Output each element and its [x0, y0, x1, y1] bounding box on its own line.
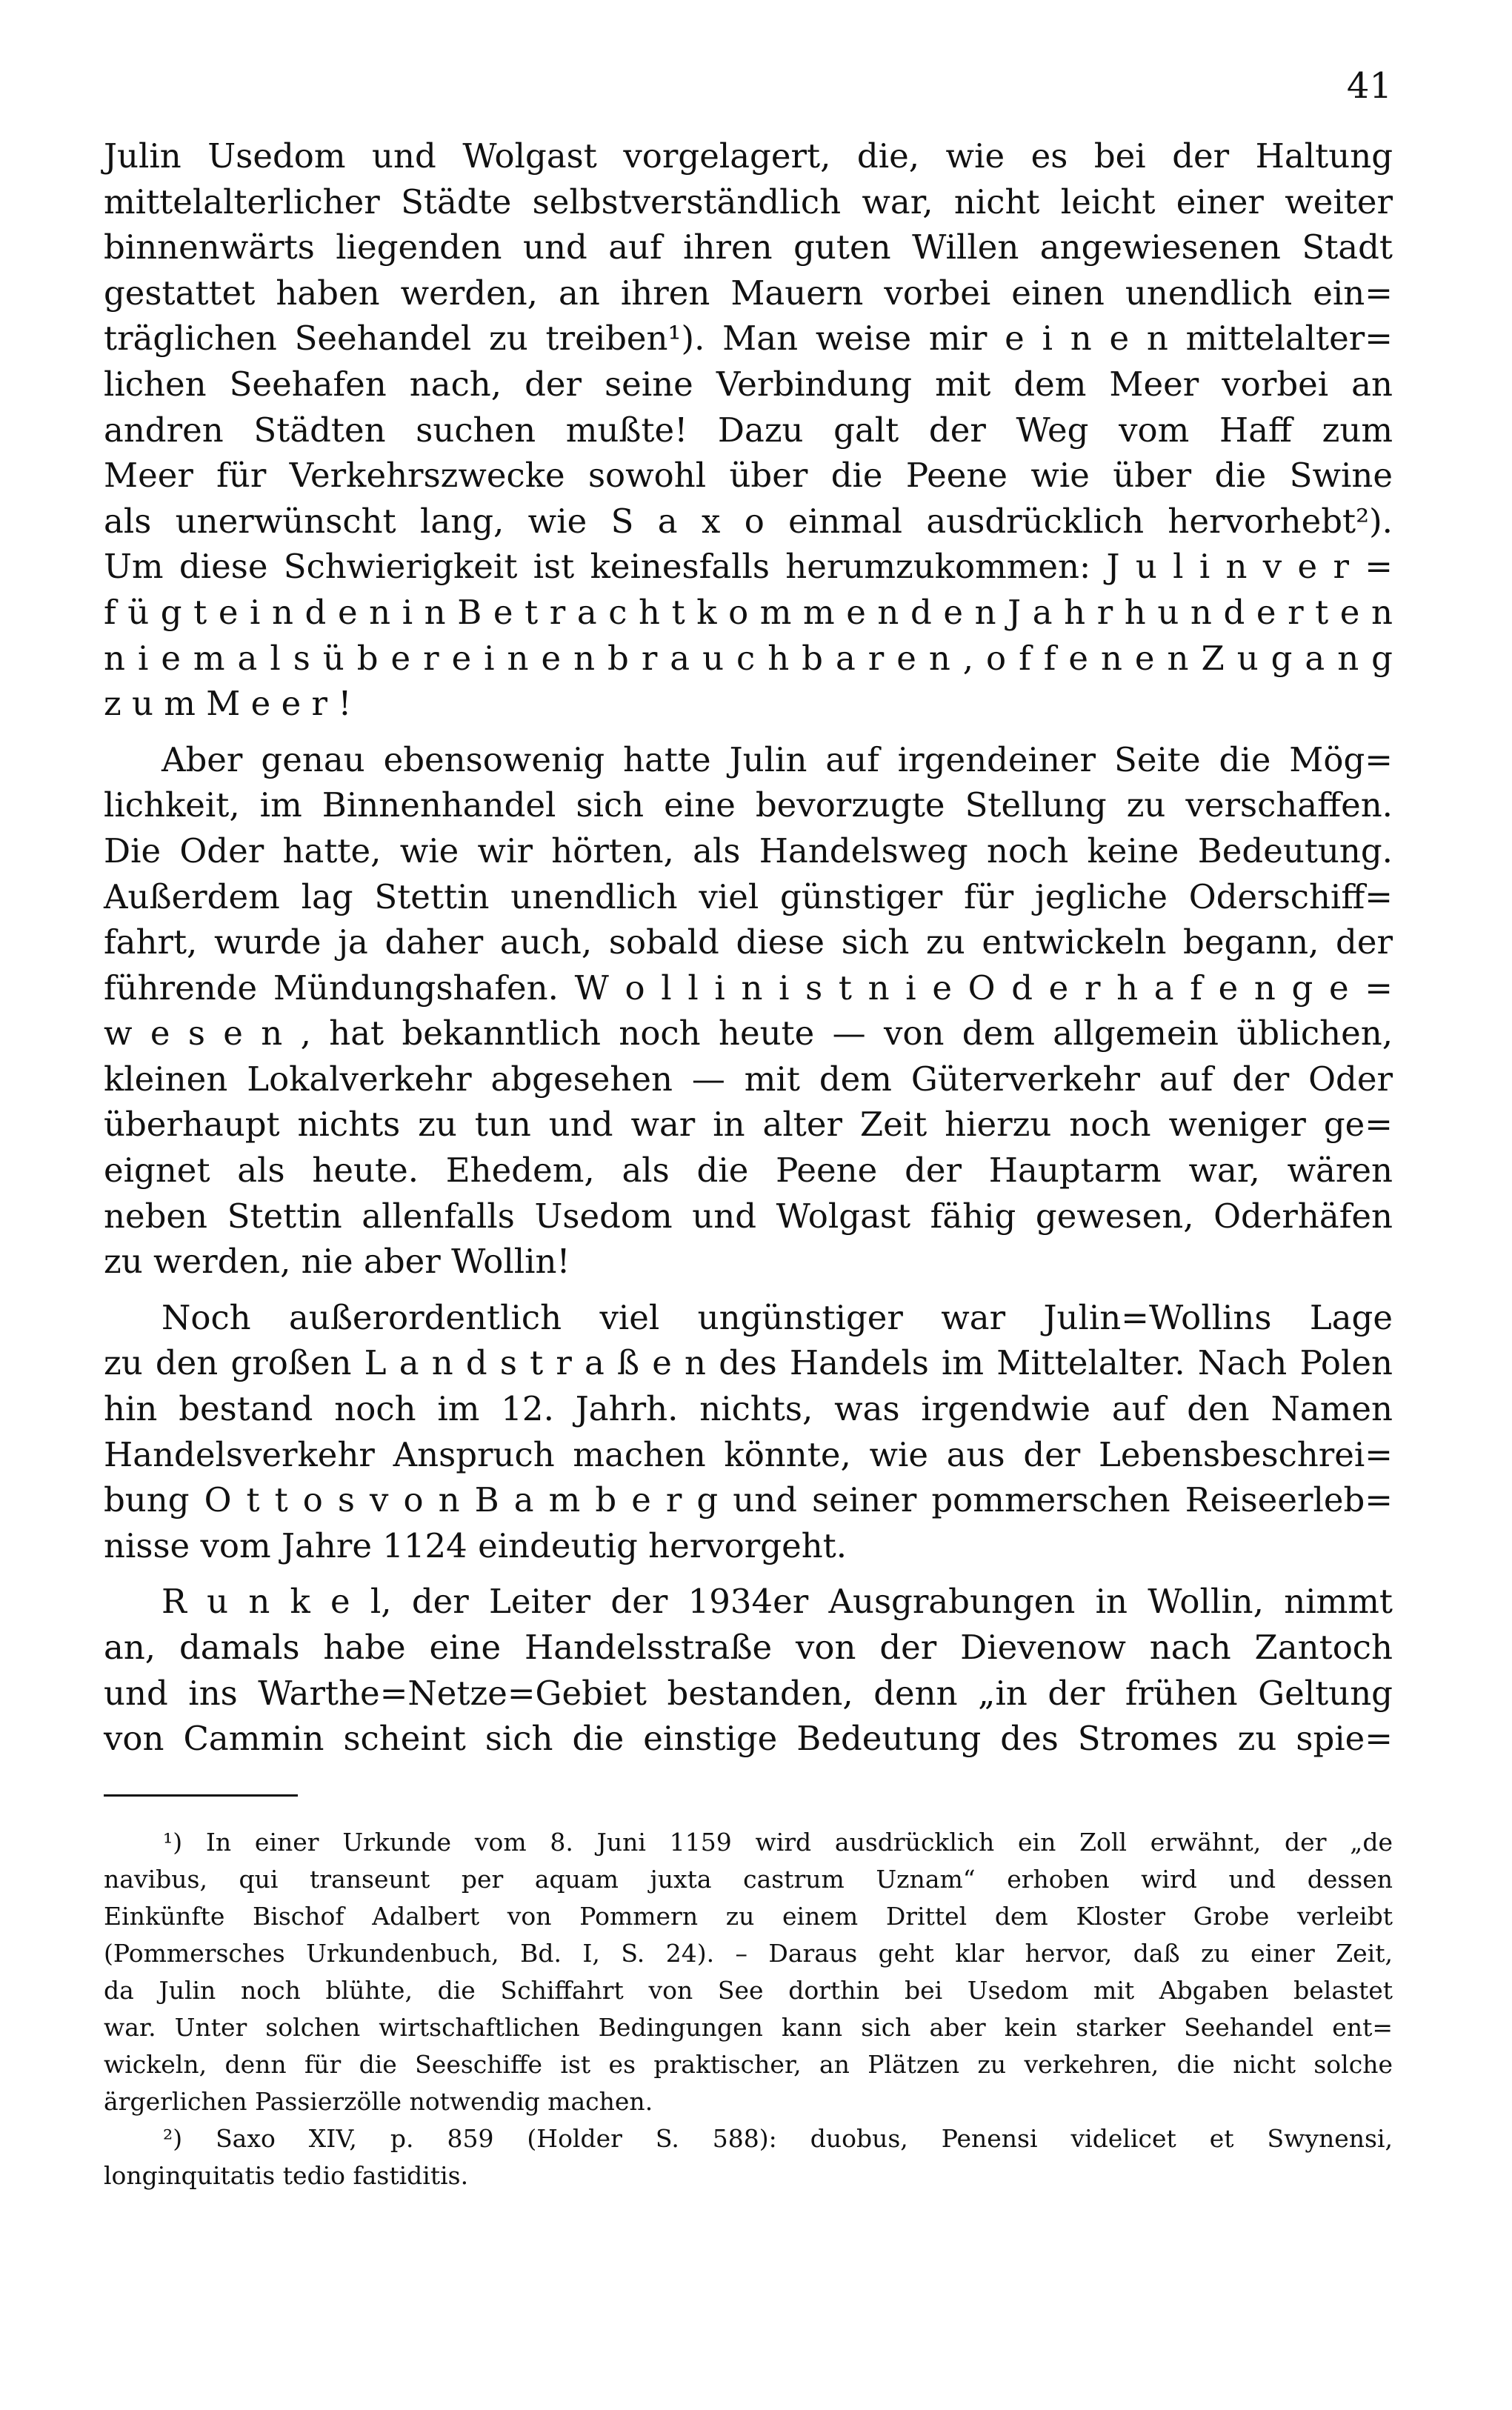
text-line: bung O t t o s v o n B a m b e r g und seiner pommerschen Reiseerleb= [104, 1480, 1393, 1520]
text-line: n i e m a l s ü b e r e i n e n b r a u c h b a r e n , o f f e n e n Z u g a n g [104, 638, 1393, 678]
text-line: gestattet haben werden, an ihren Mauern vorbei einen unendlich ein= [104, 273, 1393, 313]
text-line: hin bestand noch im 12. Jahrh. nichts, was irgendwie auf den Namen [104, 1389, 1393, 1429]
text-line: z u m M e e r ! [104, 684, 352, 724]
footnote-line: da Julin noch blühte, die Schiffahrt von See dorthin bei Usedom mit Abgaben belastet [104, 1976, 1393, 2005]
footnote-line: war. Unter solchen wirtschaftlichen Bedingungen kann sich aber kein starker Seehandel ent= [104, 2013, 1393, 2042]
text-line: überhaupt nichts zu tun und war in alter Zeit hierzu noch weniger ge= [104, 1105, 1393, 1145]
text-line: Die Oder hatte, wie wir hörten, als Handelsweg noch keine Bedeutung. [104, 830, 1393, 871]
text-line: führende Mündungshafen. W o l l i n i s t n i e O d e r h a f e n g e = [104, 968, 1393, 1008]
text-line: an, damals habe eine Handelsstraße von der Dievenow nach Zantoch [104, 1628, 1393, 1667]
page-number: 41 [1346, 65, 1392, 107]
footnote-line: longinquitatis tedio fastiditis. [104, 2161, 469, 2190]
text-line: fahrt, wurde ja daher auch, sobald diese sich zu entwickeln begann, der [104, 922, 1393, 962]
text-line: als unerwünscht lang, wie S a x o einmal ausdrücklich hervorhebt²). [104, 501, 1393, 541]
footnote-line: ²) Saxo XIV, p. 859 (Holder S. 588): duobus, Penensi videlicet et Swynensi, [163, 2124, 1393, 2153]
text-line: Aber genau ebensowenig hatte Julin auf irgendeiner Seite die Mög= [161, 739, 1393, 779]
footnote-divider [104, 1794, 298, 1797]
text-line: Meer für Verkehrszwecke sowohl über die Peene wie über die Swine [104, 456, 1393, 496]
text-line: von Cammin scheint sich die einstige Bedeutung des Stromes zu spie= [104, 1719, 1393, 1759]
text-line: eignet als heute. Ehedem, als die Peene der Hauptarm war, wären [104, 1151, 1393, 1191]
text-line: w e s e n , hat bekanntlich noch heute — von dem allgemein üblichen, [104, 1013, 1393, 1053]
text-line: zu werden, nie aber Wollin! [104, 1242, 570, 1282]
main-text [104, 133, 1393, 1762]
footnote-line: ¹) In einer Urkunde vom 8. Juni 1159 wird ausdrücklich ein Zoll erwähnt, der „de [163, 1828, 1393, 1857]
text-line: Handelsverkehr Anspruch machen könnte, wie aus der Lebensbeschrei= [104, 1434, 1393, 1474]
footnotes [104, 1824, 1393, 2194]
footnote-line: wickeln, denn für die Seeschiffe ist es praktischer, an Plätzen zu verkehren, die nicht solche [104, 2050, 1393, 2079]
text-line: zu den großen L a n d s t r a ß e n des Handels im Mittelalter. Nach Polen [104, 1343, 1393, 1383]
text-line: R u n k e l, der Leiter der 1934er Ausgrabungen in Wollin, nimmt [161, 1582, 1393, 1622]
text-line: Noch außerordentlich viel ungünstiger war Julin=Wollins Lage [161, 1297, 1393, 1337]
text-line: Julin Usedom und Wolgast vorgelagert, die, wie es bei der Haltung [104, 136, 1393, 176]
text-line: Außerdem lag Stettin unendlich viel günstiger für jegliche Oderschiff= [104, 876, 1393, 916]
text-line: mittelalterlicher Städte selbstverständlich war, nicht leicht einer weiter [104, 182, 1393, 222]
text-line: nisse vom Jahre 1124 eindeutig hervorgeht. [104, 1525, 847, 1565]
text-line: lichkeit, im Binnenhandel sich eine bevorzugte Stellung zu verschaffen. [104, 785, 1393, 825]
text-line: lichen Seehafen nach, der seine Verbindung mit dem Meer vorbei an [104, 364, 1393, 404]
text-line: binnenwärts liegenden und auf ihren guten Willen angewiesenen Stadt [104, 227, 1393, 267]
footnote-line: (Pommersches Urkundenbuch, Bd. I, S. 24). – Daraus geht klar hervor, daß zu einer Zeit, [104, 1939, 1393, 1968]
text-line: f ü g t e i n d e n i n B e t r a c h t k o m m e n d e n J a h r h u n d e r t e n [104, 592, 1393, 632]
text-line: träglichen Seehandel zu treiben¹). Man weise mir e i n e n mittelalter= [104, 319, 1393, 359]
footnote-line: ärgerlichen Passierzölle notwendig machen. [104, 2087, 653, 2116]
text-line: Um diese Schwierigkeit ist keinesfalls herumzukommen: J u l i n v e r = [104, 547, 1393, 587]
text-line: neben Stettin allenfalls Usedom und Wolgast fähig gewesen, Oderhäfen [104, 1196, 1393, 1236]
footnote-line: navibus, qui transeunt per aquam juxta castrum Uznam“ erhoben wird und dessen [104, 1865, 1393, 1894]
text-line: kleinen Lokalverkehr abgesehen — mit dem Güterverkehr auf der Oder [104, 1059, 1393, 1099]
footnote-line: Einkünfte Bischof Adalbert von Pommern zu einem Drittel dem Kloster Grobe verleibt [104, 1902, 1393, 1931]
text-line: andren Städten suchen mußte! Dazu galt der Weg vom Haff zum [104, 410, 1393, 450]
text-line: und ins Warthe=Netze=Gebiet bestanden, denn „in der frühen Geltung [104, 1673, 1393, 1713]
